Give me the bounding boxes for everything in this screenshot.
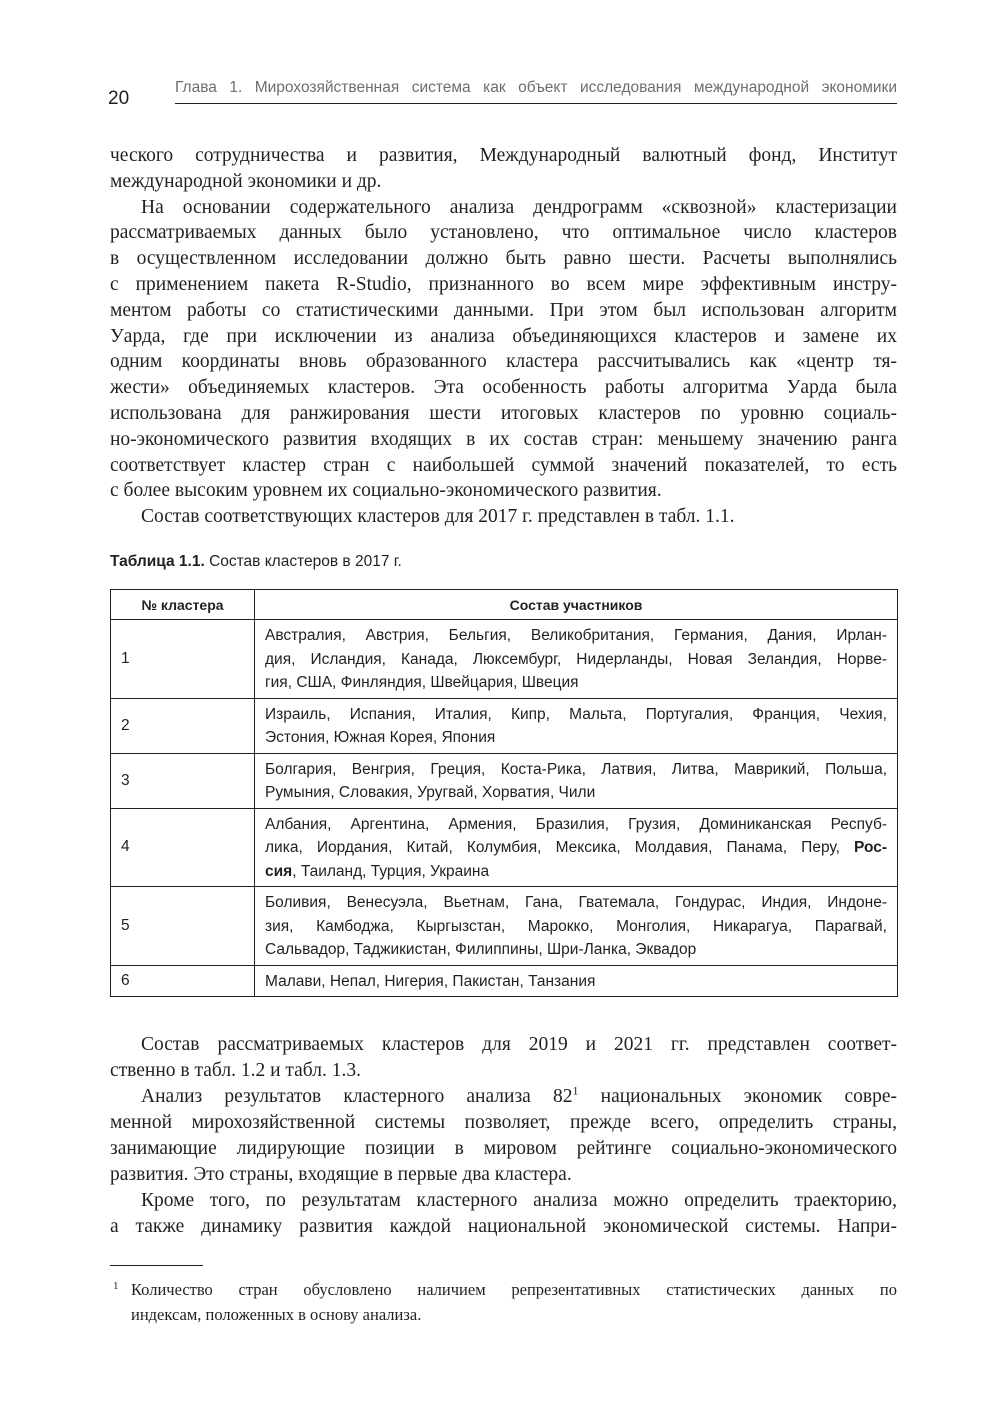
members-line: [265, 781, 887, 805]
table-row: [111, 753, 898, 808]
cluster-number: 2: [111, 698, 255, 753]
text-line: [110, 1215, 897, 1239]
text-line: [141, 505, 897, 529]
text-line-content: в осуществленном исследовании должно быть равно шести. Расчеты выполнялись: [110, 248, 897, 270]
text-line-content: соответствует кластер стран с наибольшей суммой значений показателей, то есть: [110, 454, 897, 476]
text-line: [141, 1085, 897, 1109]
text-line-content: международной экономики и др.: [110, 170, 382, 192]
members-line: [265, 726, 887, 750]
text-line-content: ментом работы со статистическими данными. При этом был использован алгоритм: [110, 299, 897, 321]
table-header-row: [111, 590, 898, 620]
text-line: [110, 247, 897, 271]
table-row: [111, 808, 898, 887]
running-header: Глава 1. Мирохозяйственная система как объект исследования международной экономики: [175, 79, 897, 96]
text-line-content: использована для ранжирования шести итоговых кластеров по уровню социаль-: [110, 403, 897, 424]
members-line: [265, 703, 887, 727]
table-row: [111, 965, 898, 997]
footnote-reference: 1: [572, 1083, 579, 1098]
cluster-members: [255, 753, 898, 808]
text-line: [141, 196, 897, 220]
text-line-content: жести» объединяемых кластеров. Эта особенность работы алгоритма Уарда была: [110, 377, 897, 399]
members-line: [265, 970, 887, 994]
text-line-content: но-экономического развития входящих в их состав стран: меньшему значению ранга: [110, 428, 897, 450]
footnote-line: индексам, положенных в основу анализа.: [131, 1305, 422, 1324]
text-line-content: национальных экономик совре-: [578, 1086, 898, 1107]
table-caption-text: Состав кластеров в 2017 г.: [204, 553, 402, 570]
table-row: [111, 698, 898, 753]
clusters-table: [110, 589, 898, 997]
members-text: лика, Иордания, Китай, Колумбия, Мексика, Молдавия, Панама, Перу,: [265, 839, 854, 856]
text-line: [141, 1189, 897, 1213]
text-line: [110, 1111, 897, 1135]
text-line-content: Состав соответствующих кластеров для 2017 г. представлен в табл. 1.1.: [141, 506, 735, 528]
members-text: Эстония, Южная Корея, Япония: [265, 729, 496, 746]
text-line: [110, 170, 897, 194]
page-number: 20: [108, 88, 130, 109]
members-line: [265, 836, 887, 860]
text-line: [110, 299, 897, 323]
text-line-content: с более высоким уровнем их социально-экономического развития.: [110, 480, 662, 502]
cluster-members: [255, 887, 898, 966]
text-line-content: На основании содержательного анализа дендрограмм «сквозной» кластеризации: [141, 196, 897, 218]
members-line: [265, 624, 887, 648]
members-line: [265, 671, 887, 695]
text-line: [110, 221, 897, 245]
text-line: [110, 144, 897, 168]
header-cluster-number: № кластера: [111, 590, 255, 620]
table-caption-label: Таблица 1.1.: [110, 553, 205, 570]
text-line-content: развития. Это страны, входящие в первые два кластера.: [110, 1164, 572, 1185]
members-text: Боливия, Венесуэла, Вьетнам, Гана, Гватемала, Гондурас, Индия, Индоне-: [265, 894, 887, 911]
text-line: [110, 1059, 897, 1083]
text-line-content: Уарда, где при исключении из анализа объединяющихся кластеров и замене их: [110, 325, 897, 347]
members-text: Сальвадор, Таджикистан, Филиппины, Шри-Ланка, Эквадор: [265, 941, 697, 958]
members-text: Албания, Аргентина, Армения, Бразилия, Грузия, Доминиканская Респуб-: [265, 815, 887, 833]
text-line-content: ческого сотрудничества и развития, Международный валютный фонд, Институт: [110, 145, 897, 166]
text-line-content: занимающие лидирующие позиции в мировом рейтинге социально-экономического: [110, 1138, 897, 1159]
text-line: [110, 350, 897, 374]
footnote-line: Количество стран обусловлено наличием репрезентативных статистических данных по: [131, 1280, 897, 1299]
cluster-members: [255, 620, 898, 699]
members-text: Малави, Непал, Нигерия, Пакистан, Танзания: [265, 972, 596, 990]
highlighted-country: Рос-: [854, 839, 887, 856]
text-line-content: одним координаты вновь образованного кластера рассчитывались как «центр тя-: [110, 351, 897, 373]
members-text: Австралия, Австрия, Бельгия, Великобритания, Германия, Дания, Ирлан-: [265, 627, 887, 644]
members-text: зия, Камбоджа, Кыргызстан, Марокко, Монголия, Никарагуа, Парагвай,: [265, 917, 887, 935]
footnote-mark: 1: [113, 1280, 119, 1292]
members-text: дия, Исландия, Канада, Люксембург, Нидерланды, Новая Зеландия, Норве-: [265, 650, 887, 668]
text-line-content: рассматриваемых данных было установлено, что оптимальное число кластеров: [110, 222, 897, 244]
text-line-content: с применением пакета R-Studio, признанного во всем мире эффективным инстру-: [110, 274, 897, 295]
highlighted-country: сия: [265, 862, 293, 880]
header-members: Состав участников: [255, 590, 898, 620]
text-line: [110, 376, 897, 400]
text-line: [110, 1163, 897, 1187]
members-line: [265, 758, 887, 782]
text-line-content: Анализ результатов кластерного анализа 82: [141, 1086, 573, 1107]
members-line: [265, 891, 887, 915]
table-row: [111, 887, 898, 966]
table-row: [111, 620, 898, 699]
table-caption: [110, 553, 402, 571]
cluster-number: 6: [111, 965, 255, 997]
members-line: [265, 813, 887, 837]
members-text: Румыния, Словакия, Уругвай, Хорватия, Чили: [265, 784, 596, 801]
members-text: Болгария, Венгрия, Греция, Коста-Рика, Латвия, Литва, Маврикий, Польша,: [265, 760, 887, 778]
cluster-members: [255, 965, 898, 997]
text-line: [110, 479, 897, 503]
text-line: [110, 1137, 897, 1161]
cluster-members: [255, 808, 898, 887]
text-line-content: Кроме того, по результатам кластерного анализа можно определить траекторию,: [141, 1190, 897, 1211]
cluster-number: 1: [111, 620, 255, 699]
text-line: [110, 325, 897, 349]
cluster-number: 5: [111, 887, 255, 966]
cluster-number: 3: [111, 753, 255, 808]
members-text: , Таиланд, Турция, Украина: [292, 862, 490, 880]
members-line: [265, 938, 887, 962]
members-line: [265, 648, 887, 672]
header-divider: [175, 103, 897, 104]
cluster-number: 4: [111, 808, 255, 887]
members-text: гия, США, Финляндия, Швейцария, Швеция: [265, 674, 579, 691]
members-text: Израиль, Испания, Италия, Кипр, Мальта, Португалия, Франция, Чехия,: [265, 705, 887, 723]
text-line: [141, 1033, 897, 1057]
members-line: [265, 915, 887, 939]
text-line-content: Состав рассматриваемых кластеров для 2019 и 2021 гг. представлен соответ-: [141, 1034, 897, 1055]
text-line: [110, 402, 897, 426]
members-line: [265, 860, 887, 884]
text-line-content: а также динамику развития каждой национальной экономической системы. Напри-: [110, 1216, 897, 1237]
text-line: [110, 428, 897, 452]
text-line: [110, 273, 897, 297]
text-line-content: ственно в табл. 1.2 и табл. 1.3.: [110, 1060, 361, 1081]
text-line: [110, 454, 897, 478]
cluster-members: [255, 698, 898, 753]
text-line-content: менной мирохозяйственной системы позволяет, прежде всего, определить страны,: [110, 1112, 897, 1133]
footnote-divider: [110, 1265, 203, 1266]
